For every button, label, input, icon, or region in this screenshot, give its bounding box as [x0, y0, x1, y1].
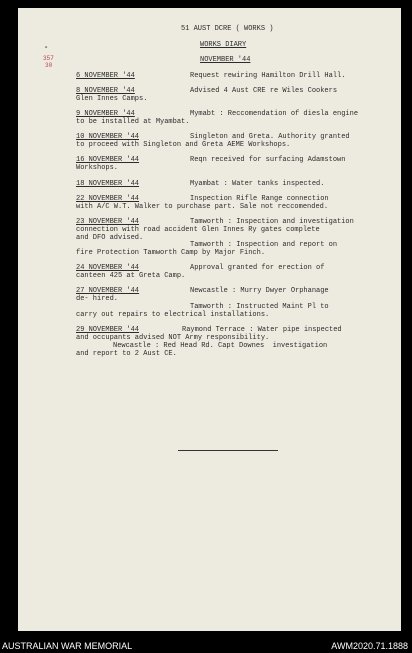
entry-continuation: and occupants advised NOT Army responsibility. — [76, 334, 270, 342]
footer-reference-number: AWM2020.71.1888 — [331, 641, 408, 651]
entry-text: Inspection Rifle Range connection — [190, 195, 329, 203]
entry-continuation: canteen 425 at Greta Camp. — [76, 272, 186, 280]
entry-continuation: to proceed with Singleton and Greta AEME Workshops. — [76, 141, 291, 149]
entry-text: Approval granted for erection of — [190, 264, 325, 272]
entry-date: 10 NOVEMBER '44 — [76, 133, 140, 141]
margin-annotation-2: 30 — [45, 62, 53, 69]
entry-continuation: carry out repairs to electrical installations. — [76, 311, 270, 319]
entry-continuation: Glen Innes Camps. — [76, 95, 148, 103]
entry-continuation: Newcastle : Red Head Rd. Capt Downes investigation — [113, 342, 328, 350]
entry-text: Newcastle : Murry Dwyer Orphanage — [190, 287, 329, 295]
entry-text: Tamworth : Inspection and report on — [190, 241, 338, 249]
diary-title: WORKS DIARY — [200, 41, 247, 49]
entry-text: Mymabt : Reccomendation of diesla engine — [190, 110, 359, 118]
month-heading: NOVEMBER '44 — [200, 56, 251, 64]
entry-date: 8 NOVEMBER '44 — [76, 87, 135, 95]
entry-date: 6 NOVEMBER '44 — [76, 72, 135, 80]
entry-date: 27 NOVEMBER '44 — [76, 287, 140, 295]
entry-date: 24 NOVEMBER '44 — [76, 264, 140, 272]
margin-annotation-1: 357 — [43, 55, 54, 62]
entry-continuation: and DFO advised. — [76, 234, 144, 242]
entry-text: Request rewiring Hamilton Drill Hall. — [190, 72, 346, 80]
entry-date: 29 NOVEMBER '44 — [76, 326, 140, 334]
entry-text: Myambat : Water tanks inspected. — [190, 180, 325, 188]
entry-date: 9 NOVEMBER '44 — [76, 110, 135, 118]
entry-date: 18 NOVEMBER '44 — [76, 180, 140, 188]
unit-heading: 51 AUST DCRE ( WORKS ) — [181, 25, 274, 33]
entry-continuation: de- hired. — [76, 295, 119, 303]
entry-text: Tamworth : Instructed Maint Pl to — [190, 303, 329, 311]
entry-continuation: and report to 2 Aust CE. — [76, 350, 177, 358]
entry-continuation: to be installed at Myambat. — [76, 118, 190, 126]
entry-date: 16 NOVEMBER '44 — [76, 156, 140, 164]
entry-continuation: Workshops. — [76, 164, 119, 172]
entry-continuation: with A/C W.T. Walker to purchase part. Sale not reccomended. — [76, 203, 329, 211]
entry-text: Reqn received for surfacing Adamstown — [190, 156, 346, 164]
footer-archive-name: AUSTRALIAN WAR MEMORIAL — [2, 641, 133, 651]
margin-dash: - — [44, 44, 49, 52]
entry-continuation: fire Protection Tamworth Camp by Major Finch. — [76, 249, 266, 257]
entry-text: Singleton and Greta. Authority granted — [190, 133, 350, 141]
entry-date: 23 NOVEMBER '44 — [76, 218, 140, 226]
entry-continuation: connection with road accident Glen Innes Ry gates complete — [76, 226, 320, 234]
entry-text: Advised 4 Aust CRE re Wiles Cookers — [190, 87, 338, 95]
entry-text: Tamworth : Inspection and investigation — [190, 218, 354, 226]
end-rule — [178, 450, 278, 451]
entry-text: Raymond Terrace : Water pipe inspected — [182, 326, 342, 334]
entry-date: 22 NOVEMBER '44 — [76, 195, 140, 203]
